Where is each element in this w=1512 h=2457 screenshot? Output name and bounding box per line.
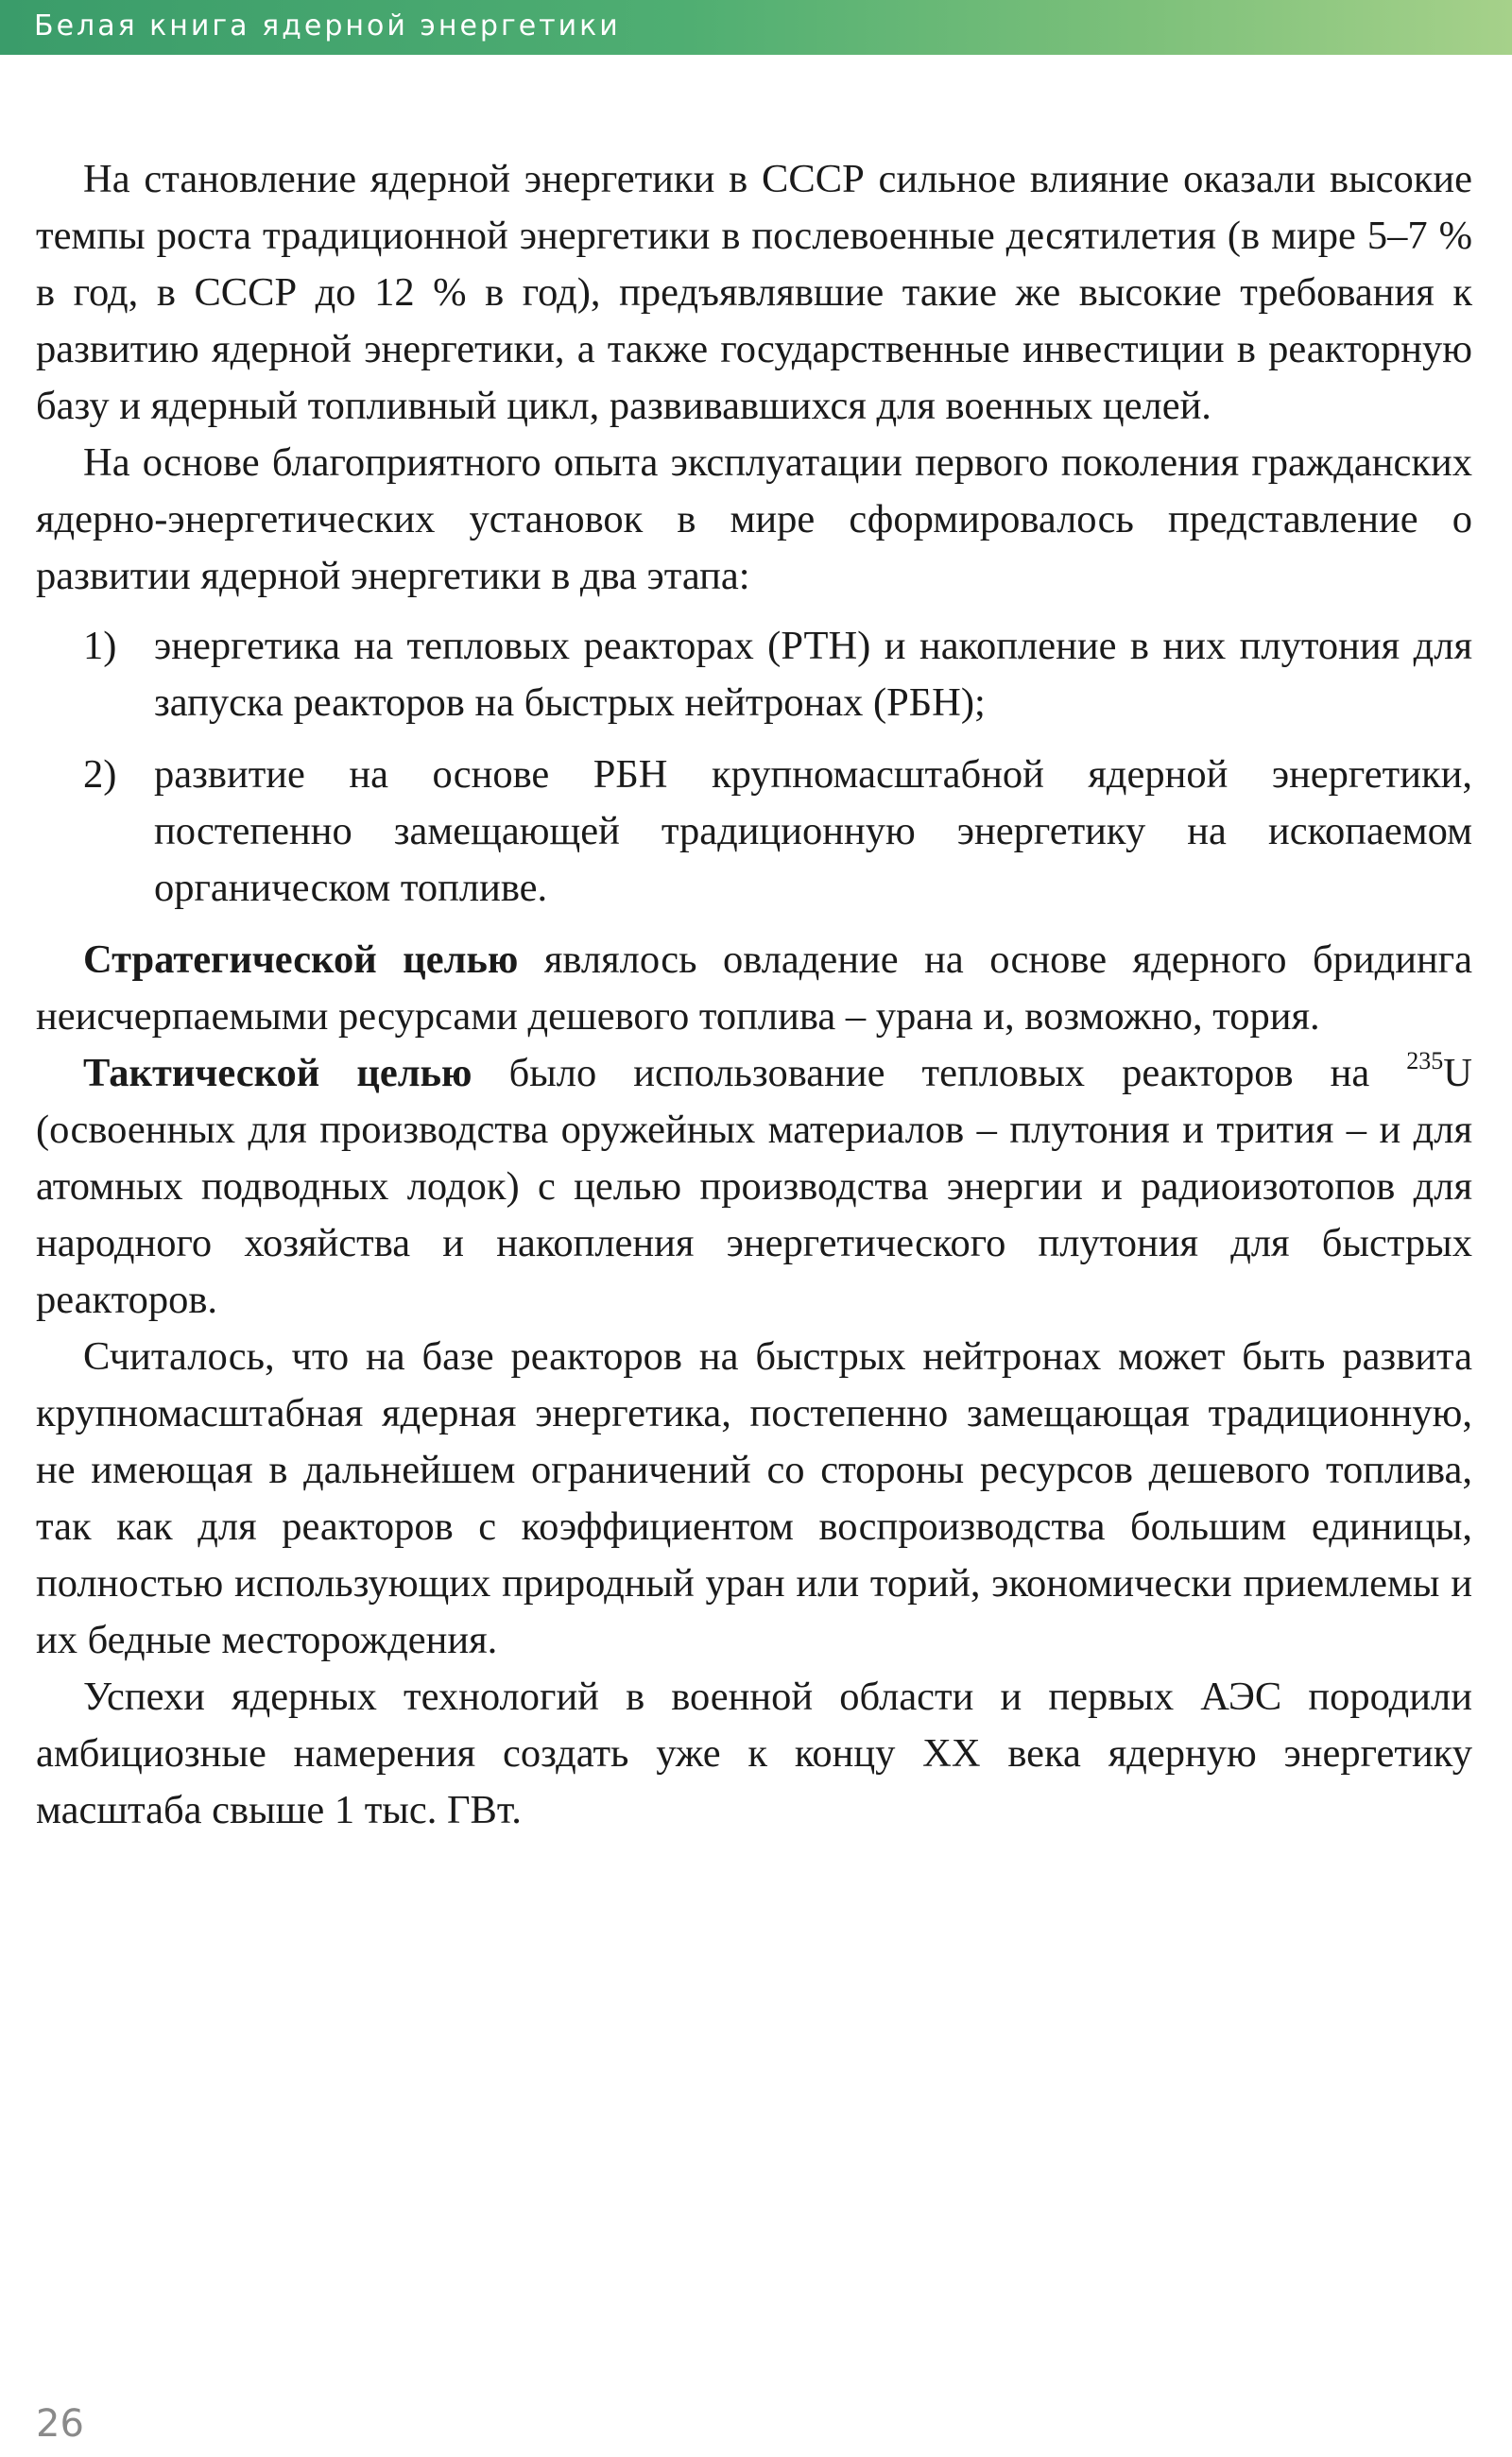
tactical-goal-term: Тактической целью bbox=[83, 1051, 472, 1095]
list-item-number: 1) bbox=[83, 624, 117, 668]
paragraph-6: Успехи ядерных технологий в военной области и первых АЭС породили амбициозные намерения создать уже к концу XX века ядерную энергетику масштаба свыше 1 тыс. ГВт. bbox=[36, 1675, 1472, 1832]
list-item bbox=[36, 747, 1472, 917]
stages-list bbox=[36, 618, 1472, 917]
header-band bbox=[0, 0, 1512, 55]
page-body bbox=[36, 151, 1472, 1839]
paragraph-5: Считалось, что на базе реакторов на быстрых нейтронах может быть развита крупномасштабная ядерная энергетика, постепенно замещающая традиционную, не имеющая в дальнейшем ограничений со стороны ресурсов дешевого топлива, так как для реакторов с коэффициентом воспроизводства большим единицы, полностью использующих природный уран или торий, экономически приемлемы и их бедные месторождения. bbox=[36, 1334, 1472, 1662]
list-item-text: развитие на основе РБН крупномасштабной ядерной энергетики, постепенно замещающей традиционную энергетику на ископаемом органическом топливе. bbox=[154, 752, 1472, 910]
list-item-number: 2) bbox=[83, 752, 117, 797]
running-header-title: Белая книга ядерной энергетики bbox=[34, 9, 621, 43]
page-number: 26 bbox=[36, 2402, 84, 2446]
tactical-goal-text-rest: (освоенных для производства оружейных материалов – плутония и трития – и для атомных подводных лодок) с целью производства энергии и радиоизотопов для народного хозяйства и накопления энергетического плутония для быстрых реакторов. bbox=[36, 1108, 1472, 1322]
isotope-mass-number: 235 bbox=[1406, 1047, 1444, 1074]
tactical-goal-text-pre: было использование тепловых реакторов на bbox=[472, 1051, 1407, 1095]
paragraph-tactical-goal bbox=[36, 1045, 1472, 1329]
list-item bbox=[36, 618, 1472, 731]
strategic-goal-text: являлось овладение на основе ядерного бридинга неисчерпаемыми ресурсами дешевого топлива – урана и, возможно, тория. bbox=[36, 937, 1472, 1039]
paragraph-strategic-goal bbox=[36, 932, 1472, 1045]
paragraph-1: На становление ядерной энергетики в СССР сильное влияние оказали высокие темпы роста традиционной энергетики в послевоенные десятилетия (в мире 5–7 % в год, в СССР до 12 % в год), предъявлявшие такие же высокие требования к развитию ядерной энергетики, а также государственные инвестиции в реакторную базу и ядерный топливный цикл, развивавшихся для военных целей. bbox=[36, 157, 1472, 428]
strategic-goal-term: Стратегической целью bbox=[83, 937, 519, 982]
paragraph-2: На основе благоприятного опыта эксплуатации первого поколения гражданских ядерно-энергетических установок в мире сформировалось представление о развитии ядерной энергетики в два этапа: bbox=[36, 440, 1472, 598]
isotope-symbol: U bbox=[1443, 1051, 1472, 1095]
list-item-text: энергетика на тепловых реакторах (РТН) и накопление в них плутония для запуска реакторов на быстрых нейтронах (РБН); bbox=[154, 624, 1472, 725]
